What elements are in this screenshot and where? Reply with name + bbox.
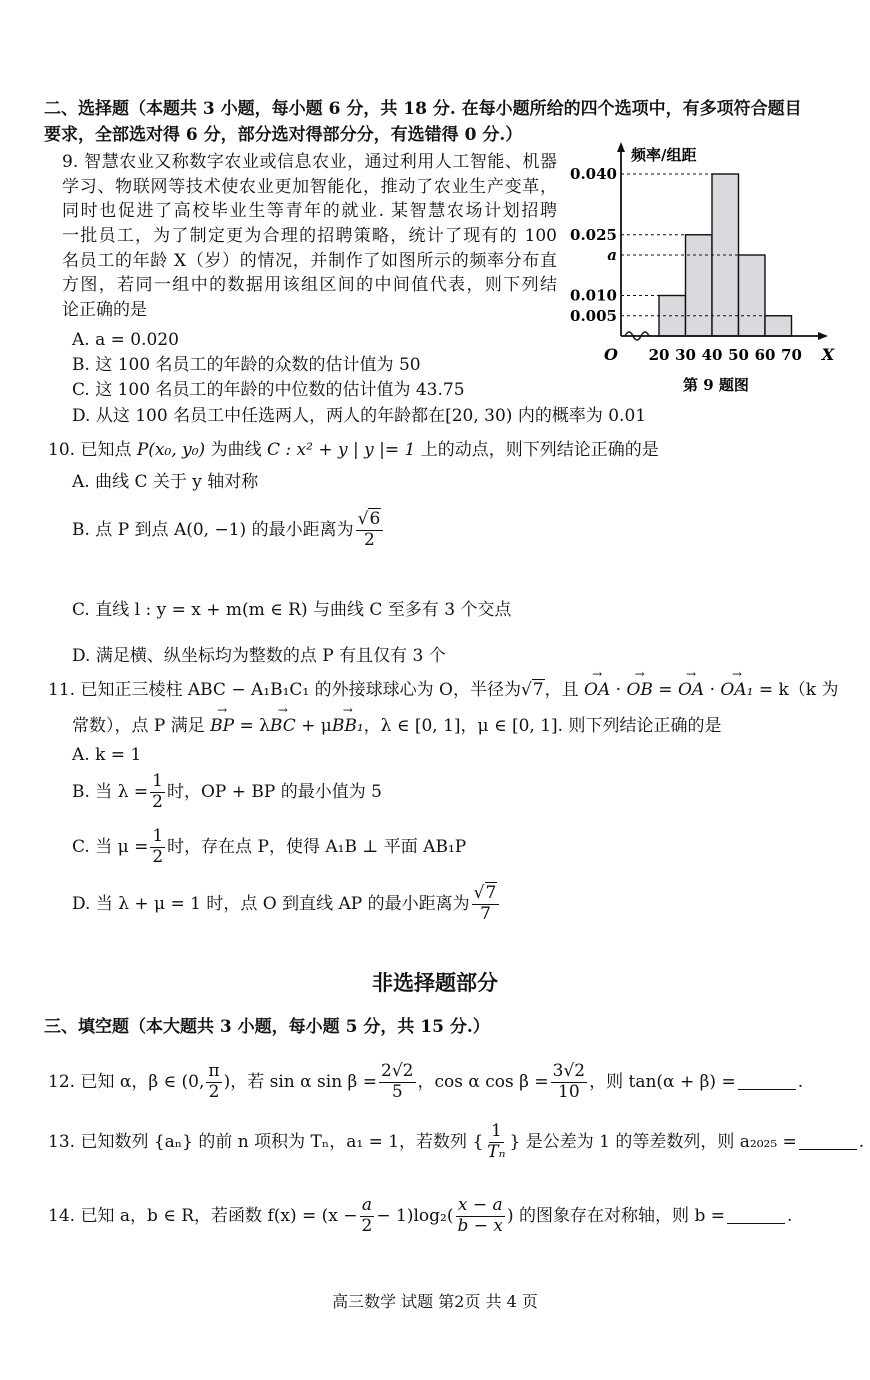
q11-stem-text: 11. 已知正三棱柱 ABC − A₁B₁C₁ 的外接球球心为 O，半径为 bbox=[48, 680, 521, 700]
q11-stem-text: ，λ ∈ [0, 1]，μ ∈ [0, 1]. 则下列结论正确的是 bbox=[363, 716, 722, 736]
fraction-numerator: 1 bbox=[490, 1121, 502, 1141]
fraction-numerator: 6 bbox=[369, 509, 381, 529]
section3-heading: 三、填空题（本大题共 3 小题，每小题 5 分，共 15 分.） bbox=[44, 1017, 490, 1037]
sqrt6-over-2-fraction: $\frac{√6}{2}$ bbox=[356, 510, 384, 550]
q11-stem-line2: 常数），点 P 满足 → BP = λ→ BC + μ→ BB₁，λ ∈ [0, 1]，μ ∈ [0, 1]. 则下列结论正确的是 bbox=[72, 714, 722, 739]
q10-stem-text: 为曲线 bbox=[205, 440, 267, 460]
fraction-denominator: 2 bbox=[208, 1081, 220, 1102]
vector-oa: → OA bbox=[678, 678, 704, 703]
fraction-numerator: x − a bbox=[457, 1195, 503, 1215]
x-tick-label: 40 bbox=[701, 346, 723, 364]
q10-option-b bbox=[72, 510, 385, 550]
page-footer: 高三数学 试题 第2页 共 4 页 bbox=[332, 1292, 538, 1311]
q13-text: } 是公差为 1 的等差数列，则 a₂₀₂₅ = bbox=[509, 1131, 797, 1152]
vector-bc: → BC bbox=[270, 714, 296, 739]
q13-end: . bbox=[858, 1131, 865, 1152]
q11-stem-text: 常数），点 P 满足 bbox=[72, 716, 205, 736]
y-tick-label: 0.005 bbox=[570, 306, 617, 325]
fraction-denominator: Tₙ bbox=[487, 1141, 506, 1162]
y-tick-label: a bbox=[607, 246, 617, 264]
q11-option-b bbox=[72, 772, 382, 812]
q10-stem-text: 10. 已知点 bbox=[48, 440, 137, 460]
vector-ob: → OB bbox=[626, 678, 652, 703]
q11-option-c-text: C. 当 μ = bbox=[72, 836, 149, 857]
q9-stem-line: 学习、物联网等技术使农业更加智能化，推动了农业生产变革， bbox=[62, 176, 557, 197]
q9-stem-line: 同时也促进了高校毕业生等青年的就业. 某智慧农场计划招聘 bbox=[62, 201, 557, 222]
fraction-numerator: 2√2 bbox=[381, 1061, 414, 1081]
fraction-3sqrt2-over-10 bbox=[551, 1062, 587, 1102]
q14-text: ) 的图象存在对称轴，则 b = bbox=[507, 1205, 725, 1226]
q11-stem-text: = k（k 为 bbox=[758, 680, 839, 700]
fraction-numerator: a bbox=[361, 1195, 373, 1215]
q10-option-c: C. 直线 l : y = x + m(m ∈ R) 与曲线 C 至多有 3 个交点 bbox=[72, 600, 512, 620]
fraction-denominator: 2 bbox=[152, 791, 163, 812]
fraction-numerator: 1 bbox=[152, 826, 164, 846]
log-argument-fraction bbox=[455, 1196, 505, 1236]
q14-text: − 1)log₂( bbox=[376, 1205, 454, 1226]
q11-option-c bbox=[72, 827, 466, 867]
part2-title: 非选择题部分 bbox=[372, 970, 498, 995]
fraction-numerator: 7 bbox=[485, 883, 497, 903]
histogram-chart bbox=[566, 138, 846, 400]
q10-curve-eq: C : x² + y | y |= 1 bbox=[267, 440, 416, 460]
q10-option-b-text: B. 点 P 到点 A(0, −1) 的最小距离为 bbox=[72, 519, 354, 540]
fraction-denominator: 2 bbox=[364, 529, 375, 550]
q14-text: 14. 已知 a，b ∈ R，若函数 f(x) = (x − bbox=[48, 1205, 358, 1226]
q11-stem-text: ，且 bbox=[544, 680, 579, 700]
y-axis-arrow bbox=[617, 142, 625, 152]
q9-option-c: C. 这 100 名员工的年龄的中位数的估计值为 43.75 bbox=[72, 380, 465, 400]
histogram-bar bbox=[686, 235, 713, 336]
x-tick-label: 60 bbox=[754, 346, 776, 364]
answer-blank[interactable] bbox=[799, 1135, 857, 1150]
fraction-2sqrt2-over-5 bbox=[379, 1062, 415, 1102]
q14 bbox=[48, 1196, 792, 1236]
answer-blank[interactable] bbox=[727, 1209, 785, 1224]
q13 bbox=[48, 1122, 864, 1162]
x-axis-label: X bbox=[821, 345, 835, 364]
y-tick-label: 0.040 bbox=[570, 165, 617, 183]
q9-stem-line: 方图，若同一组中的数据用该组区间的中间值代表，则下列结 bbox=[62, 275, 557, 296]
q12-end: . bbox=[797, 1071, 804, 1092]
q11-stem-line1: 11. 已知正三棱柱 ABC − A₁B₁C₁ 的外接球球心为 O，半径为√7，且 → OA · → OB = → OA · → OA₁ = k（k 为 bbox=[48, 678, 839, 703]
section2-heading-line2: 要求，全部选对得 6 分，部分选对得部分分，有选错得 0 分.） bbox=[44, 125, 523, 145]
sqrt7-over-7-fraction: $\frac{√7}{7}$ bbox=[472, 884, 500, 924]
q11-option-c-text: 时，存在点 P，使得 A₁B ⊥ 平面 AB₁P bbox=[167, 836, 467, 857]
vector-bb1: → BB₁ bbox=[332, 714, 364, 739]
chart-caption: 第 9 题图 bbox=[683, 376, 749, 394]
q11-option-d-text: D. 当 λ + μ = 1 时，点 O 到直线 AP 的最小距离为 bbox=[72, 893, 470, 914]
q14-end: . bbox=[786, 1205, 793, 1226]
fraction-denominator: 7 bbox=[480, 903, 491, 924]
pi-over-2-fraction bbox=[206, 1062, 221, 1102]
fraction-numerator: π bbox=[208, 1061, 220, 1081]
a-over-2-fraction bbox=[360, 1196, 375, 1236]
fraction-denominator: 5 bbox=[391, 1081, 403, 1102]
q11-option-b-text: B. 当 λ = bbox=[72, 781, 149, 802]
one-half-fraction bbox=[150, 772, 165, 812]
q9-stem-line: 名员工的年龄 X（岁）的情况，并制作了如图所示的频率分布直 bbox=[62, 250, 557, 271]
q9-option-a: A. a = 0.020 bbox=[72, 330, 179, 350]
q9-stem-line: 论正确的是 bbox=[62, 299, 147, 320]
q9-stem-line: 9. 智慧农业又称数字农业或信息农业，通过利用人工智能、机器 bbox=[62, 152, 557, 172]
vector-oa1: → OA₁ bbox=[720, 678, 753, 703]
q12 bbox=[48, 1062, 803, 1102]
y-tick-label: 0.025 bbox=[570, 225, 617, 244]
q10-option-a: A. 曲线 C 关于 y 轴对称 bbox=[72, 472, 259, 492]
histogram-bar bbox=[765, 316, 792, 336]
vector-bp: → BP bbox=[210, 714, 234, 739]
x-tick-label: 50 bbox=[728, 346, 749, 364]
q9-option-d: D. 从这 100 名员工中任选两人，两人的年龄都在[20, 30) 内的概率为 0.01 bbox=[72, 406, 647, 426]
q12-text: )，若 sin α sin β = bbox=[223, 1071, 378, 1092]
q10-point-p: P(x₀, y₀) bbox=[136, 440, 206, 460]
q12-text: ，则 tan(α + β) = bbox=[589, 1071, 736, 1092]
y-tick-label: 0.010 bbox=[570, 286, 617, 305]
fraction-denominator: b − x bbox=[457, 1215, 503, 1236]
fraction-denominator: 2 bbox=[361, 1215, 373, 1236]
origin-label: O bbox=[604, 345, 618, 364]
q10-option-d: D. 满足横、纵坐标均为整数的点 P 有且仅有 3 个 bbox=[72, 646, 446, 666]
q11-option-d bbox=[72, 884, 501, 924]
section2-heading-line1: 二、选择题（本题共 3 小题，每小题 6 分，共 18 分. 在每小题所给的四个选项中，有多项符合题目 bbox=[44, 99, 802, 119]
q12-text: ，cos α cos β = bbox=[417, 1071, 549, 1092]
q9-option-b: B. 这 100 名员工的年龄的众数的估计值为 50 bbox=[72, 355, 421, 375]
fraction-denominator: 2 bbox=[152, 846, 164, 867]
fraction-numerator: 3√2 bbox=[552, 1061, 586, 1081]
fraction-denominator: 10 bbox=[558, 1081, 580, 1102]
one-over-tn-fraction bbox=[485, 1122, 507, 1162]
histogram-bar bbox=[739, 255, 766, 336]
fraction-numerator: 1 bbox=[152, 771, 163, 791]
q9-stem bbox=[62, 150, 557, 322]
x-tick-label: 30 bbox=[675, 346, 696, 364]
x-axis-arrow bbox=[818, 332, 828, 340]
one-half-fraction bbox=[150, 827, 165, 867]
x-tick-label: 20 bbox=[648, 346, 670, 364]
q10-stem bbox=[48, 438, 659, 463]
q10-stem-text: 上的动点，则下列结论正确的是 bbox=[415, 440, 659, 460]
q11-option-b-text: 时，OP + BP 的最小值为 5 bbox=[166, 781, 382, 802]
y-axis-label: 频率/组距 bbox=[631, 146, 697, 164]
x-tick-label: 70 bbox=[781, 346, 802, 364]
q9-stem-line: 一批员工，为了制定更为合理的招聘策略，统计了现有的 100 bbox=[62, 225, 557, 246]
q11-option-a: A. k = 1 bbox=[72, 745, 142, 765]
q13-text: 13. 已知数列 {aₙ} 的前 n 项积为 Tₙ，a₁ = 1，若数列 { bbox=[48, 1131, 484, 1152]
answer-blank[interactable] bbox=[738, 1075, 796, 1090]
q12-text: 12. 已知 α，β ∈ (0, bbox=[48, 1071, 205, 1092]
sqrt7-radicand: 7 bbox=[532, 680, 544, 700]
vector-oa: → OA bbox=[584, 678, 610, 703]
